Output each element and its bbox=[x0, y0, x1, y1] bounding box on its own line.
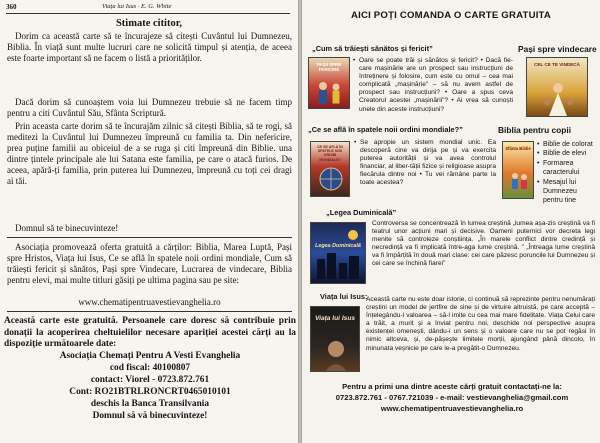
donation-appeal: Această carte este gratuită. Persoanele care doresc să contribuie prin donații la acoperirea cheltuielilor necesare apariției acestei cărți au la dispoziție următoarele date: bbox=[4, 316, 296, 350]
paragraph-2: Dacă dorim să cunoaștem voia lui Dumnezeu trebuie să ne facem timp pentru a citi Cuvântul Său, Sfânta Scriptură. bbox=[7, 97, 292, 118]
bullet: • Se apropie un sistem mondial unic. Ea descoperă cine va dirija pe și va exercita puterea autorității și va avea controlul financiar, al liber-tății fizice și religioase asupra fiecărula dintre noi • Tu vei rămâne parte la toate acestea? bbox=[354, 139, 496, 188]
right-page bbox=[302, 0, 600, 443]
bullet: • Formarea caracterului bbox=[537, 159, 597, 178]
bullet: • Biblie de elevi bbox=[537, 149, 597, 158]
section-title-healthy-life: „Cum să trăiești sănătos și fericit” bbox=[312, 44, 433, 53]
cover-sunday-law-title: Legea Duminicală bbox=[315, 243, 361, 249]
separator bbox=[7, 237, 292, 238]
running-head-title: Viața lui Isus · E. G. White bbox=[102, 3, 172, 10]
children-illustration-icon bbox=[503, 142, 534, 199]
bullet: • Biblie de colorat bbox=[537, 140, 597, 149]
cover-kids-bible-title: Sfânta Biblie bbox=[505, 146, 531, 151]
section-title-world-order: „Ce se află în spatele noii ordini mondiale?” bbox=[308, 125, 463, 134]
header-rule bbox=[6, 13, 290, 14]
paragraph-3: Prin aceasta carte dorim să te încurajăm zilnic să citești Biblia, să te rogi, să meditezi la Cuvântul lui Dumnezeu împreună cu familia ta. Din nefericire, prea puține familii au obiceiul de a se ruga și citi împreună din Biblie. una dintre țintele principale ale lui Satana este familia, pe care o atacă furios. De aceea, apără-ți familia, prin puterea lui Dumnezeu, împreună cu toți cei dragi ai tăi. bbox=[7, 121, 292, 186]
page-number: 360 bbox=[6, 3, 17, 11]
cover-sunday-law bbox=[310, 222, 366, 284]
blessing: Domnul să te binecuvinteze! bbox=[15, 223, 119, 233]
association-name: Asociația Chemați Pentru A Vesti Evanghelia bbox=[59, 351, 241, 361]
bullet: • Oare se poate trăi și sănătos și fericit? • Dacă fie-care mașinărie are un prospect sau instrucțiuni de întreținere și folosire, cum este cu omul – cea mai complicată „mașinărie” – să nu avem astfel de prospect sau instrucțiuni? • Oare a spus ceva Creatorul acestei „mașinării”? • Ai vrea să cunoști unele din aceste instrucțiuni? bbox=[353, 57, 513, 114]
sunday-law-text: Controversa se concentrează în lumea creștină „lumea așa-zis creștină va fi teatrul unor acțiuni mari și decisive. Oameni puternici vor decreta legi menite să controleze conștiința. „În marele conflict dintre credință și necredință va fi implicată între-aga lume creștină. ” „Întreaga lume creștină va fi împărțită în două mari clase: cei care păzesc poruncile lui Dumnezeu și cei care se închină fiarei” bbox=[372, 220, 595, 268]
healer-illustration-icon bbox=[527, 58, 588, 117]
cover-life-of-jesus-title: Viața lui Isus bbox=[314, 315, 356, 322]
greeting: Stimate cititor, bbox=[115, 18, 183, 29]
cover-world-order bbox=[310, 141, 350, 197]
paragraph-1: Dorim ca această carte să te încurajeze să citești Cuvântul lui Dumnezeu, Biblia. În viață sunt multe lucruri care ne solicită timpul și atenția, de aceea este foarte important să ne facem o listă a priorităților. bbox=[7, 31, 292, 63]
closing-blessing: Domnul să vă binecuvinteze! bbox=[92, 411, 208, 421]
bank-name: deschis la Banca Transilvania bbox=[90, 399, 210, 409]
portrait-icon bbox=[311, 307, 360, 372]
bank-account: Cont: RO21BTRLRONCRT0465010101 bbox=[69, 387, 231, 397]
world-order-bullets bbox=[354, 139, 496, 188]
fiscal-code: cod fiscal: 40100807 bbox=[109, 363, 191, 373]
order-instructions: Pentru a primi una dintre aceste cărți gratuit contactați-ne la: bbox=[342, 382, 562, 391]
city-skyline-icon bbox=[311, 223, 366, 284]
cover-world-order-title: CE SE AFLĂ ÎN SPATELE NOII ORDINI MONDIALE? bbox=[317, 145, 343, 162]
contact-phone: contact: Viorel - 0723.872.761 bbox=[90, 375, 210, 385]
healthy-life-bullets bbox=[353, 57, 513, 114]
life-of-jesus-text: Această carte nu este doar istorie, ci continuă să reprezinte pentru nenumărați creștini un model de jertfire de sine și de virtuire altruistă, pe care acceptă – înțelegându-l valoarea – să-l imite cu cea mai mare fidelitate. Viața Celui care a trăit, a murit și a înviat pentru noi, deschide noi perspective asupra existenței omenești, dându-i un sens și o valoare care nu se pot regăsi în nimic altceva, și, de-pășește limitele morții, ajungând până dincolo, în minunata veșnicie pe care le-a pregătit-o Dumnezeu. bbox=[366, 296, 595, 352]
section-title-healing: Pași spre vindecare bbox=[518, 44, 597, 54]
cover-healing-title: CEL CE TE VINDECĂ bbox=[534, 62, 580, 67]
section-title-life-of-jesus: Viața lui Isus: bbox=[320, 292, 368, 301]
separator-2 bbox=[7, 311, 292, 312]
family-illustration-icon bbox=[309, 58, 350, 109]
cover-kids-bible bbox=[502, 141, 534, 199]
cover-life-of-jesus bbox=[310, 306, 360, 372]
section-title-kids-bible: Biblia pentru copii bbox=[498, 125, 572, 135]
order-header: AICI POȚI COMANDA O CARTE GRATUITA bbox=[350, 10, 552, 21]
website-link[interactable]: www.chematipentruavestievanghelia.ro bbox=[78, 297, 221, 307]
left-page bbox=[0, 0, 298, 443]
cover-healthy-life-title: PAȘII SPRE FERICIRE bbox=[316, 62, 342, 72]
order-website[interactable]: www.chematipentruavestievanghelia.ro bbox=[380, 404, 524, 413]
association-text: Asociația promovează oferta gratuită a cărților: Biblia, Marea Luptă, Pași spre Hristos, Viața lui Isus, Ce se află în spatele noii ordini mondiale, Cum să trăiești fericit și sănătos, Pași spre Vindecare, Lucrarea de vindecare, Biblia pentru elevi, mai multe titluri găsiți pe ultima pagina sau pe site: bbox=[7, 242, 292, 285]
order-contact[interactable]: 0723.872.761 - 0767.721039 - e-mail: vestievanghelia@gmail.com bbox=[335, 393, 569, 402]
bullet: • Mesajul lui Dumnezeu pentru tine bbox=[537, 178, 597, 206]
kids-bible-bullets bbox=[537, 140, 597, 206]
globe-icon bbox=[311, 142, 350, 197]
cover-healing bbox=[526, 57, 588, 117]
cover-healthy-life bbox=[308, 57, 350, 109]
section-title-sunday-law: „Legea Duminicală” bbox=[326, 208, 397, 217]
